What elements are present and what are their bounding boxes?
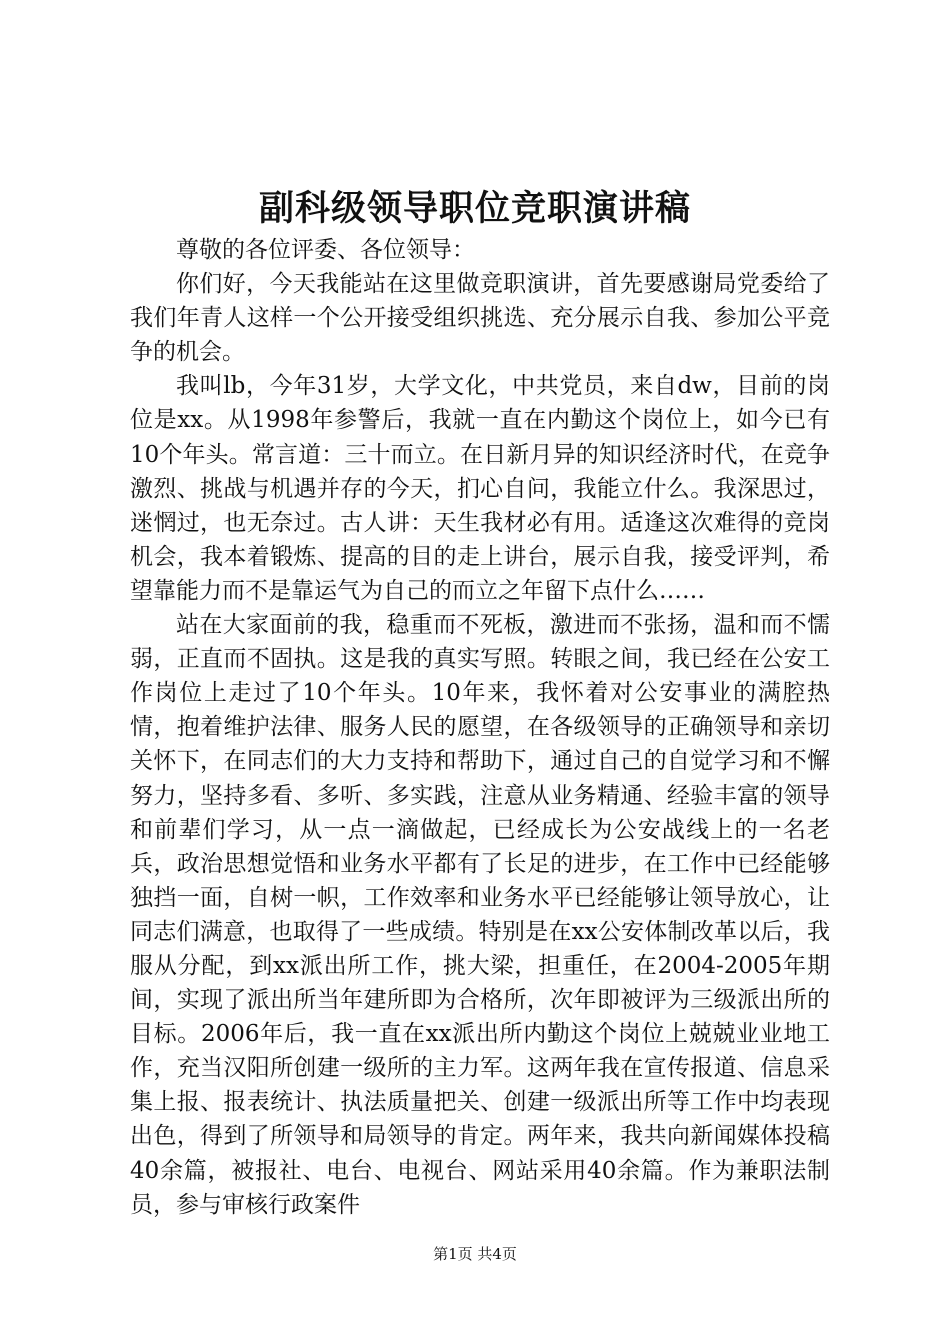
salutation-paragraph: 尊敬的各位评委、各位领导： <box>176 237 475 263</box>
work-experience-paragraph: 站在大家面前的我，稳重而不死板，激进而不张扬，温和而不懦弱，正直而不固执。这是我的真实写照。转眼之间，我已经在公安工作岗位上走过了10个年头。10年来，我怀着对公安事业的满腔热情，抱着维护法律、服务人民的愿望，在各级领导的正确领导和亲切关怀下，在同志们的大力支持和帮助下，通过自己的自觉学习和不懈努力，坚持多看、多听、多实践，注意从业务精通、经验丰富的领导和前辈们学习，从一点一滴做起，已经成长为公安战线上的一名老兵，政治思想觉悟和业务水平都有了长足的进步，在工作中已经能够独挡一面，自树一帜，工作效率和业务水平已经能够让领导放心，让同志们满意，也取得了一些成绩。特别是在xx公安体制改革以后，我服从分配，到xx派出所工作，挑大梁，担重任，在2004-2005年期间，实现了派出所当年建所即为合格所，次年即被评为三级派出所的目标。2006年后，我一直在xx派出所内勤这个岗位上兢兢业业地工作，充当汉阳所创建一级所的主力军。这两年我在宣传报道、信息采集上报、报表统计、执法质量把关、创建一级派出所等工作中均表现出色，得到了所领导和局领导的肯定。两年来，我共向新闻媒体投稿40余篇，被报社、电台、电视台、网站采用40余篇。作为兼职法制员，参与审核行政案件 <box>130 612 830 1218</box>
document-title: 副科级领导职位竞职演讲稿 <box>258 188 691 229</box>
greeting-paragraph: 你们好，今天我能站在这里做竞职演讲，首先要感谢局党委给了我们年青人这样一个公开接受组织挑选、充分展示自我、参加公平竞争的机会。 <box>130 271 830 366</box>
page-number-footer: 第1页 共4页 <box>433 1245 517 1263</box>
self-introduction-paragraph: 我叫lb，今年31岁，大学文化，中共党员，来自dw，目前的岗位是xx。从1998年参警后，我就一直在内勤这个岗位上，如今已有10个年头。常言道：三十而立。在日新月异的知识经济时代，在竞争激烈、挑战与机遇并存的今天，扪心自问，我能立什么。我深思过，迷惘过，也无奈过。古人讲：天生我材必有用。适逢这次难得的竞岗机会，我本着锻炼、提高的目的走上讲台，展示自我，接受评判，希望靠能力而不是靠运气为自己的而立之年留下点什么…… <box>130 373 830 604</box>
document-body <box>130 233 830 1222</box>
